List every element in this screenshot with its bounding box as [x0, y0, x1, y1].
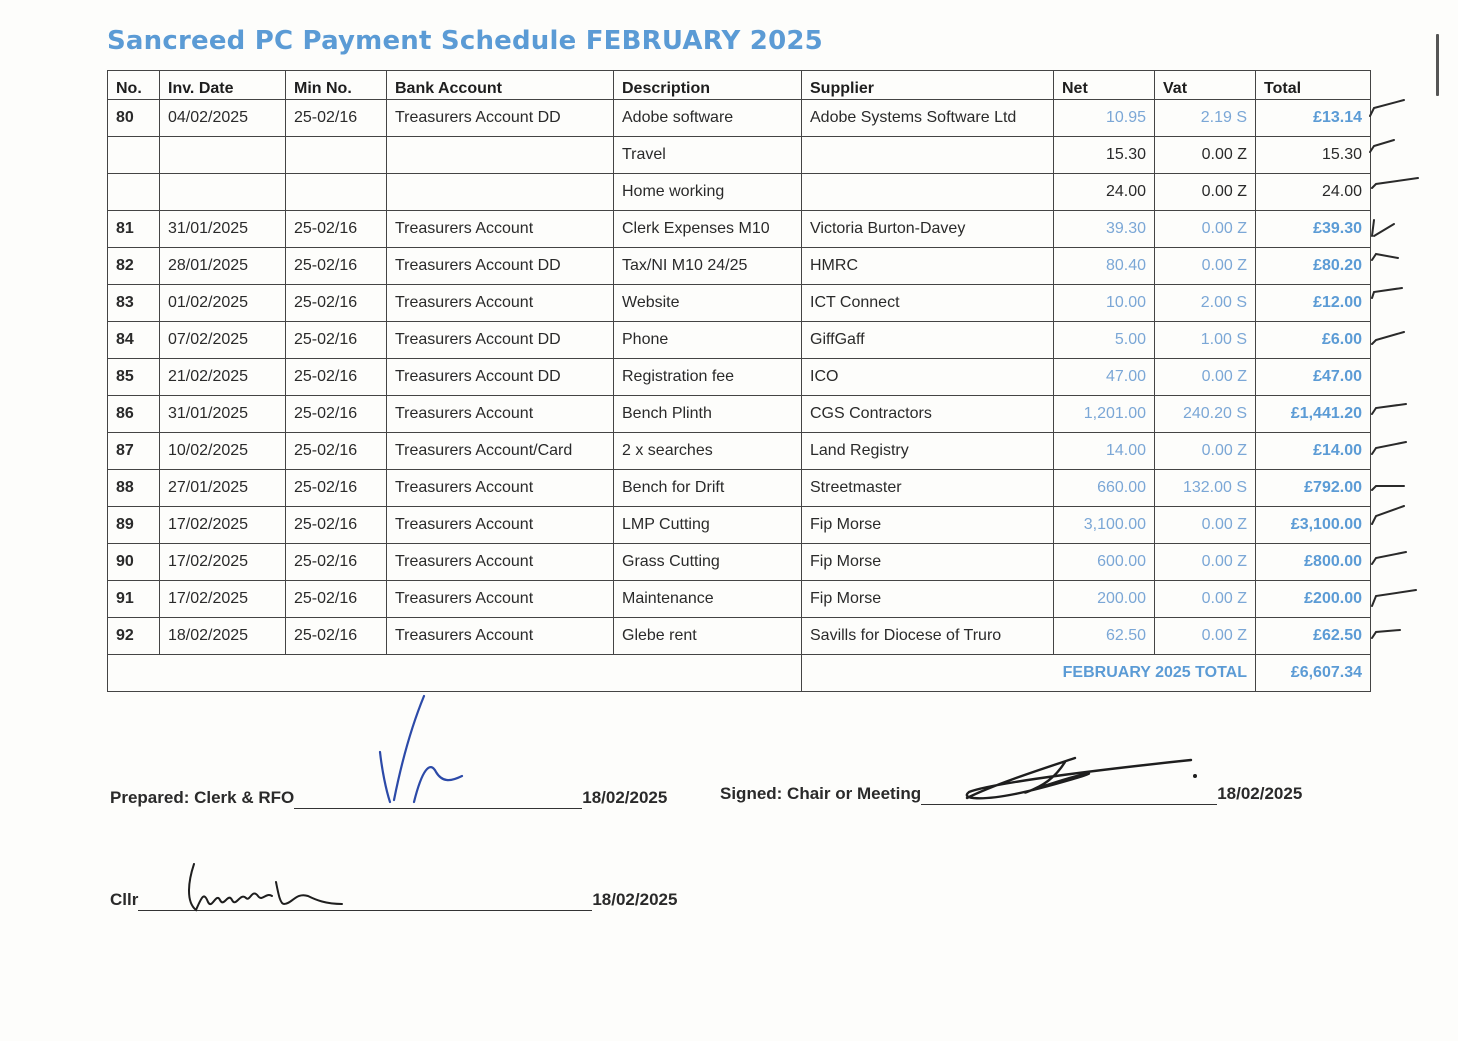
row-bank-account — [387, 174, 614, 211]
row-min-no: 25-02/16 — [286, 248, 387, 285]
row-min-no: 25-02/16 — [286, 100, 387, 137]
row-total: £13.14 — [1256, 100, 1371, 137]
grand-total-row — [108, 655, 1371, 692]
row-vat: 0.00 Z — [1155, 174, 1256, 211]
row-bank-account — [387, 137, 614, 174]
cllr-label: Cllr — [110, 890, 139, 909]
column-header-min-no: Min No. — [286, 71, 387, 100]
row-description: Phone — [614, 322, 802, 359]
table-row — [108, 359, 1371, 396]
row-supplier: Savills for Diocese of Truro — [802, 618, 1054, 655]
prepared-label: Prepared: Clerk & RFO — [110, 788, 295, 807]
row-inv-date: 18/02/2025 — [160, 618, 286, 655]
row-vat: 0.00 Z — [1155, 544, 1256, 581]
row-net: 15.30 — [1054, 137, 1155, 174]
chair-label: Signed: Chair or Meeting — [720, 784, 922, 803]
row-no — [108, 174, 160, 211]
row-total: £47.00 — [1256, 359, 1371, 396]
grand-total-label: FEBRUARY 2025 TOTAL — [802, 655, 1256, 692]
row-vat: 0.00 Z — [1155, 433, 1256, 470]
row-vat: 0.00 Z — [1155, 211, 1256, 248]
tick-mark-row-88 — [1372, 486, 1404, 490]
row-total: £800.00 — [1256, 544, 1371, 581]
row-net: 10.00 — [1054, 285, 1155, 322]
prepared-date: 18/02/2025 — [582, 788, 668, 807]
chair-date: 18/02/2025 — [1217, 784, 1303, 803]
row-description: Home working — [614, 174, 802, 211]
row-net: 10.95 — [1054, 100, 1155, 137]
tick-mark-row-81 — [1372, 220, 1394, 236]
row-bank-account: Treasurers Account DD — [387, 322, 614, 359]
chair-signature — [955, 748, 1205, 808]
table-row — [108, 396, 1371, 433]
row-no: 87 — [108, 433, 160, 470]
row-total: 15.30 — [1256, 137, 1371, 174]
tick-mark-row-84 — [1372, 332, 1404, 344]
row-description: 2 x searches — [614, 433, 802, 470]
row-inv-date: 04/02/2025 — [160, 100, 286, 137]
row-no: 85 — [108, 359, 160, 396]
page-title: Sancreed PC Payment Schedule FEBRUARY 2025 — [107, 26, 823, 56]
row-no: 89 — [108, 507, 160, 544]
total-row-spacer — [108, 655, 802, 692]
row-bank-account: Treasurers Account — [387, 396, 614, 433]
row-supplier: Fip Morse — [802, 507, 1054, 544]
row-min-no: 25-02/16 — [286, 544, 387, 581]
clerk-signature — [370, 690, 480, 810]
row-supplier: Streetmaster — [802, 470, 1054, 507]
row-min-no — [286, 137, 387, 174]
margin-pen-mark — [1436, 34, 1439, 96]
row-description: Adobe software — [614, 100, 802, 137]
row-supplier: HMRC — [802, 248, 1054, 285]
row-net: 660.00 — [1054, 470, 1155, 507]
tick-mark-row-86 — [1372, 404, 1406, 414]
cllr-signature — [180, 852, 350, 922]
row-description: Glebe rent — [614, 618, 802, 655]
row-inv-date: 07/02/2025 — [160, 322, 286, 359]
tick-mark-row-87 — [1372, 442, 1406, 454]
row-description: Clerk Expenses M10 — [614, 211, 802, 248]
row-min-no: 25-02/16 — [286, 359, 387, 396]
row-min-no: 25-02/16 — [286, 470, 387, 507]
row-supplier: ICO — [802, 359, 1054, 396]
tick-mark-travel — [1370, 140, 1394, 152]
row-min-no: 25-02/16 — [286, 581, 387, 618]
grand-total-value: £6,607.34 — [1256, 655, 1371, 692]
row-inv-date: 21/02/2025 — [160, 359, 286, 396]
tick-mark-row-90 — [1372, 552, 1406, 564]
table-row — [108, 433, 1371, 470]
row-vat: 2.00 S — [1155, 285, 1256, 322]
row-no: 80 — [108, 100, 160, 137]
row-no: 84 — [108, 322, 160, 359]
row-description: Grass Cutting — [614, 544, 802, 581]
row-bank-account: Treasurers Account — [387, 581, 614, 618]
row-no: 88 — [108, 470, 160, 507]
row-total: £6.00 — [1256, 322, 1371, 359]
table-row — [108, 618, 1371, 655]
row-total: £3,100.00 — [1256, 507, 1371, 544]
row-vat: 0.00 Z — [1155, 581, 1256, 618]
row-supplier: Adobe Systems Software Ltd — [802, 100, 1054, 137]
row-vat: 1.00 S — [1155, 322, 1256, 359]
row-net: 14.00 — [1054, 433, 1155, 470]
table-row — [108, 470, 1371, 507]
row-net: 1,201.00 — [1054, 396, 1155, 433]
row-inv-date: 31/01/2025 — [160, 396, 286, 433]
row-bank-account: Treasurers Account — [387, 285, 614, 322]
row-supplier: Fip Morse — [802, 544, 1054, 581]
row-net: 47.00 — [1054, 359, 1155, 396]
column-header-no: No. — [108, 71, 160, 100]
row-supplier: CGS Contractors — [802, 396, 1054, 433]
row-vat: 0.00 Z — [1155, 507, 1256, 544]
tick-mark-row-89 — [1372, 506, 1404, 524]
row-min-no: 25-02/16 — [286, 285, 387, 322]
table-row — [108, 100, 1371, 137]
row-inv-date — [160, 137, 286, 174]
row-supplier — [802, 137, 1054, 174]
row-total: 24.00 — [1256, 174, 1371, 211]
row-net: 3,100.00 — [1054, 507, 1155, 544]
row-description: Maintenance — [614, 581, 802, 618]
table-row — [108, 211, 1371, 248]
table-header-row — [108, 71, 1371, 100]
row-supplier: ICT Connect — [802, 285, 1054, 322]
checkmark-ticks — [1366, 96, 1426, 656]
column-header-inv-date: Inv. Date — [160, 71, 286, 100]
row-vat: 2.19 S — [1155, 100, 1256, 137]
column-header-bank-account: Bank Account — [387, 71, 614, 100]
row-inv-date: 10/02/2025 — [160, 433, 286, 470]
row-min-no: 25-02/16 — [286, 211, 387, 248]
row-description: Bench Plinth — [614, 396, 802, 433]
row-total: £1,441.20 — [1256, 396, 1371, 433]
row-total: £14.00 — [1256, 433, 1371, 470]
row-vat: 0.00 Z — [1155, 248, 1256, 285]
row-no: 81 — [108, 211, 160, 248]
row-vat: 0.00 Z — [1155, 137, 1256, 174]
row-no: 86 — [108, 396, 160, 433]
table-row — [108, 285, 1371, 322]
row-total: £39.30 — [1256, 211, 1371, 248]
row-no: 83 — [108, 285, 160, 322]
row-net: 200.00 — [1054, 581, 1155, 618]
row-bank-account: Treasurers Account — [387, 211, 614, 248]
row-inv-date: 01/02/2025 — [160, 285, 286, 322]
row-no: 82 — [108, 248, 160, 285]
row-description: Tax/NI M10 24/25 — [614, 248, 802, 285]
cllr-date: 18/02/2025 — [592, 890, 678, 909]
row-bank-account: Treasurers Account — [387, 544, 614, 581]
row-total: £200.00 — [1256, 581, 1371, 618]
row-vat: 0.00 Z — [1155, 359, 1256, 396]
table-row — [108, 137, 1371, 174]
row-inv-date: 27/01/2025 — [160, 470, 286, 507]
row-bank-account: Treasurers Account — [387, 618, 614, 655]
tick-mark-row-83 — [1372, 288, 1402, 298]
row-min-no: 25-02/16 — [286, 322, 387, 359]
row-supplier — [802, 174, 1054, 211]
row-net: 5.00 — [1054, 322, 1155, 359]
table-row — [108, 507, 1371, 544]
row-min-no: 25-02/16 — [286, 433, 387, 470]
row-description: Travel — [614, 137, 802, 174]
row-supplier: Fip Morse — [802, 581, 1054, 618]
row-min-no — [286, 174, 387, 211]
row-no: 91 — [108, 581, 160, 618]
row-no — [108, 137, 160, 174]
row-inv-date: 31/01/2025 — [160, 211, 286, 248]
column-header-supplier: Supplier — [802, 71, 1054, 100]
row-total: £80.20 — [1256, 248, 1371, 285]
payment-table — [107, 70, 1371, 692]
row-inv-date — [160, 174, 286, 211]
row-bank-account: Treasurers Account — [387, 507, 614, 544]
row-net: 24.00 — [1054, 174, 1155, 211]
row-net: 62.50 — [1054, 618, 1155, 655]
table-row — [108, 322, 1371, 359]
row-min-no: 25-02/16 — [286, 618, 387, 655]
row-supplier: Land Registry — [802, 433, 1054, 470]
row-inv-date: 17/02/2025 — [160, 544, 286, 581]
row-net: 80.40 — [1054, 248, 1155, 285]
table-row — [108, 248, 1371, 285]
table-row — [108, 174, 1371, 211]
row-no: 92 — [108, 618, 160, 655]
row-inv-date: 17/02/2025 — [160, 507, 286, 544]
column-header-description: Description — [614, 71, 802, 100]
table-body — [108, 100, 1371, 655]
row-vat: 240.20 S — [1155, 396, 1256, 433]
row-net: 39.30 — [1054, 211, 1155, 248]
row-min-no: 25-02/16 — [286, 396, 387, 433]
row-min-no: 25-02/16 — [286, 507, 387, 544]
row-bank-account: Treasurers Account — [387, 470, 614, 507]
row-bank-account: Treasurers Account DD — [387, 248, 614, 285]
row-no: 90 — [108, 544, 160, 581]
table-row — [108, 544, 1371, 581]
row-bank-account: Treasurers Account/Card — [387, 433, 614, 470]
row-total: £62.50 — [1256, 618, 1371, 655]
row-description: LMP Cutting — [614, 507, 802, 544]
row-description: Registration fee — [614, 359, 802, 396]
tick-mark-row-80 — [1370, 100, 1404, 116]
row-inv-date: 17/02/2025 — [160, 581, 286, 618]
row-net: 600.00 — [1054, 544, 1155, 581]
tick-mark-row-82 — [1372, 254, 1398, 260]
row-bank-account: Treasurers Account DD — [387, 100, 614, 137]
row-inv-date: 28/01/2025 — [160, 248, 286, 285]
column-header-total: Total — [1256, 71, 1371, 100]
row-description: Bench for Drift — [614, 470, 802, 507]
row-total: £12.00 — [1256, 285, 1371, 322]
row-vat: 0.00 Z — [1155, 618, 1256, 655]
tick-mark-row-92 — [1372, 630, 1400, 638]
column-header-vat: Vat — [1155, 71, 1256, 100]
row-description: Website — [614, 285, 802, 322]
row-total: £792.00 — [1256, 470, 1371, 507]
row-vat: 132.00 S — [1155, 470, 1256, 507]
column-header-net: Net — [1054, 71, 1155, 100]
row-bank-account: Treasurers Account DD — [387, 359, 614, 396]
tick-mark-row-91 — [1372, 590, 1416, 606]
row-supplier: GiffGaff — [802, 322, 1054, 359]
table-row — [108, 581, 1371, 618]
tick-mark-home-working — [1372, 178, 1418, 188]
row-supplier: Victoria Burton-Davey — [802, 211, 1054, 248]
